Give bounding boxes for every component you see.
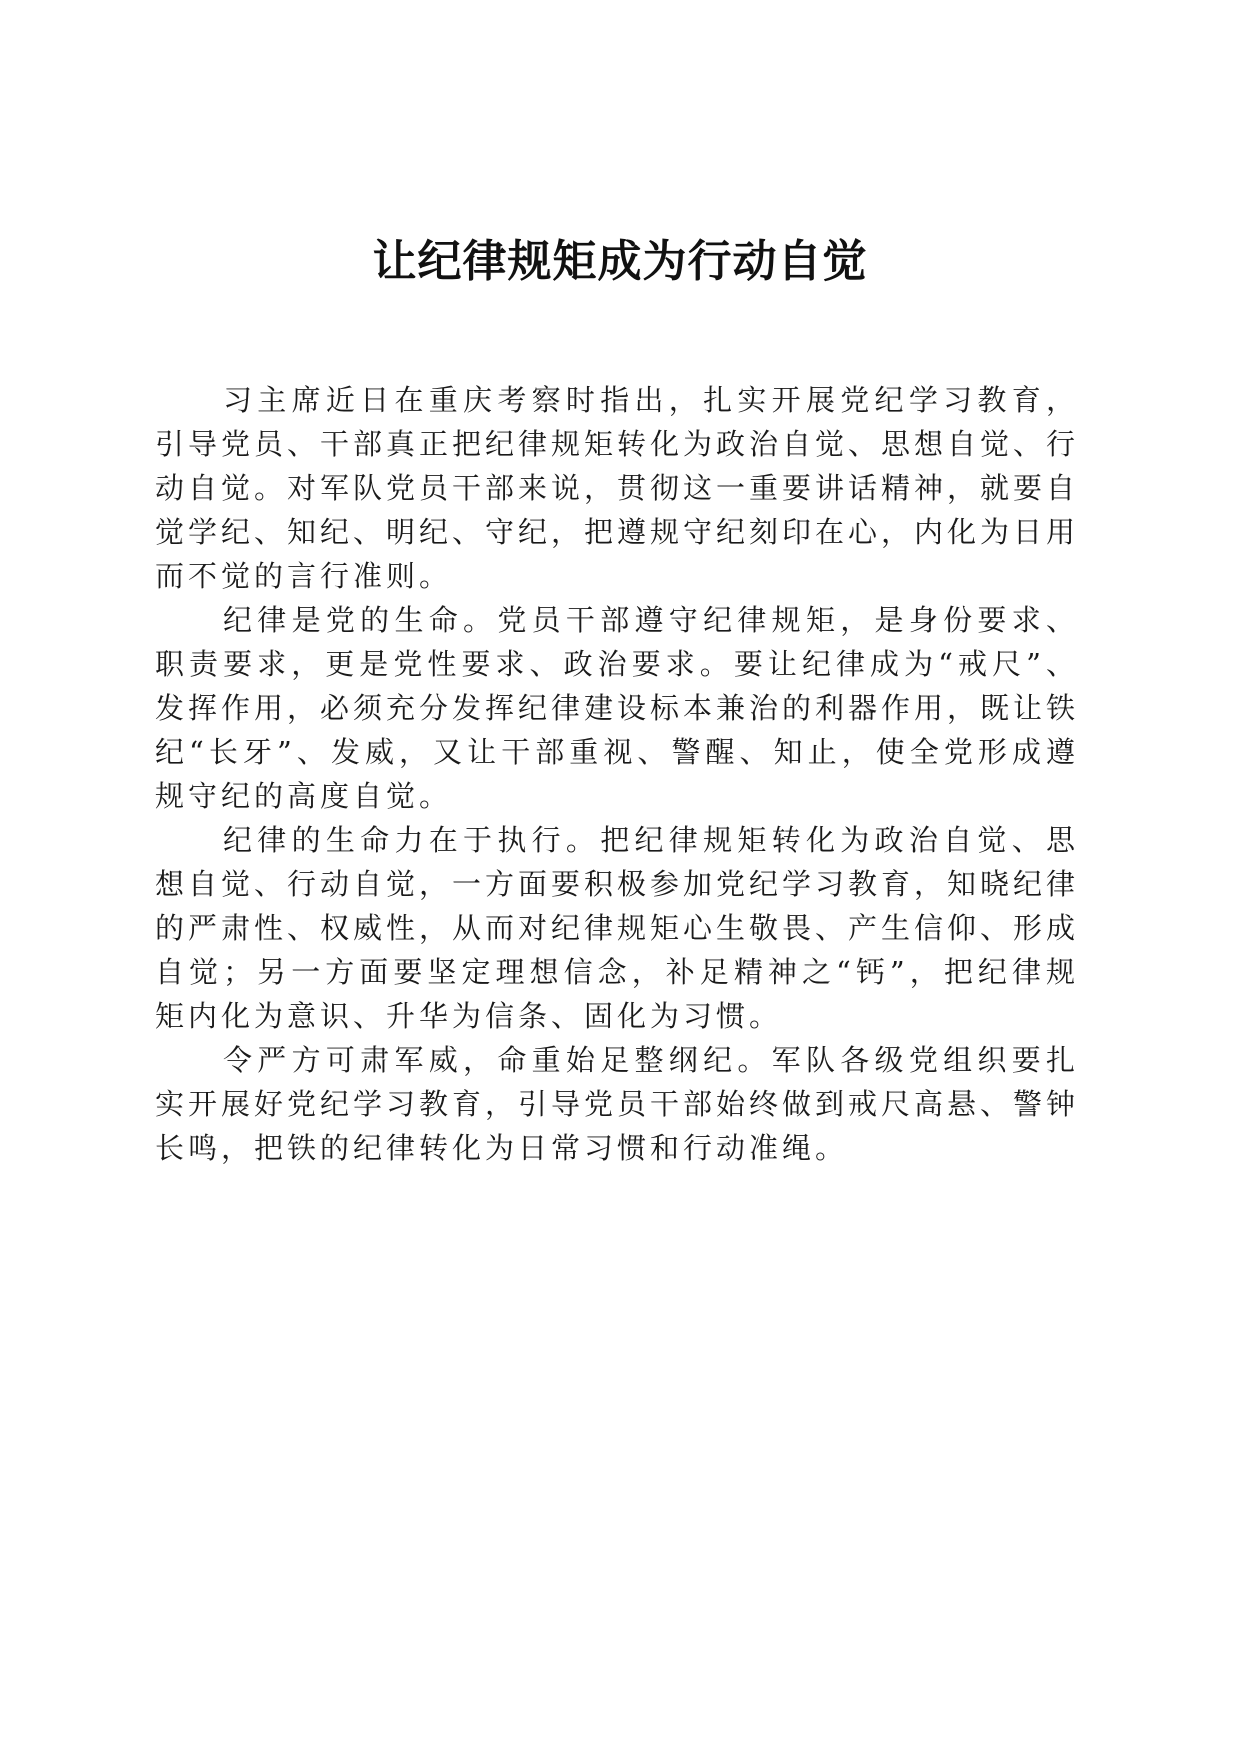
document-body xyxy=(155,378,1079,1170)
paragraph-1: 习主席近日在重庆考察时指出，扎实开展党纪学习教育，引导党员、干部真正把纪律规矩转化为政治自觉、思想自觉、行动自觉。对军队党员干部来说，贯彻这一重要讲话精神，就要自觉学纪、知纪、明纪、守纪，把遵规守纪刻印在心，内化为日用而不觉的言行准则。 xyxy=(155,383,1080,593)
paragraph-3: 纪律的生命力在于执行。把纪律规矩转化为政治自觉、思想自觉、行动自觉，一方面要积极参加党纪学习教育，知晓纪律的严肃性、权威性，从而对纪律规矩心生敬畏、产生信仰、形成自觉；另一方面要坚定理想信念，补足精神之“钙”，把纪律规矩内化为意识、升华为信条、固化为习惯。 xyxy=(155,823,1080,1033)
paragraph-4: 令严方可肃军威，命重始足整纲纪。军队各级党组织要扎实开展好党纪学习教育，引导党员干部始终做到戒尺高悬、警钟长鸣，把铁的纪律转化为日常习惯和行动准绳。 xyxy=(155,1043,1080,1165)
document-title: 让纪律规矩成为行动自觉 xyxy=(372,236,868,287)
paragraph-2: 纪律是党的生命。党员干部遵守纪律规矩，是身份要求、职责要求，更是党性要求、政治要求。要让纪律成为“戒尺”、发挥作用，必须充分发挥纪律建设标本兼治的利器作用，既让铁纪“长牙”、发威，又让干部重视、警醒、知止，使全党形成遵规守纪的高度自觉。 xyxy=(155,603,1080,813)
